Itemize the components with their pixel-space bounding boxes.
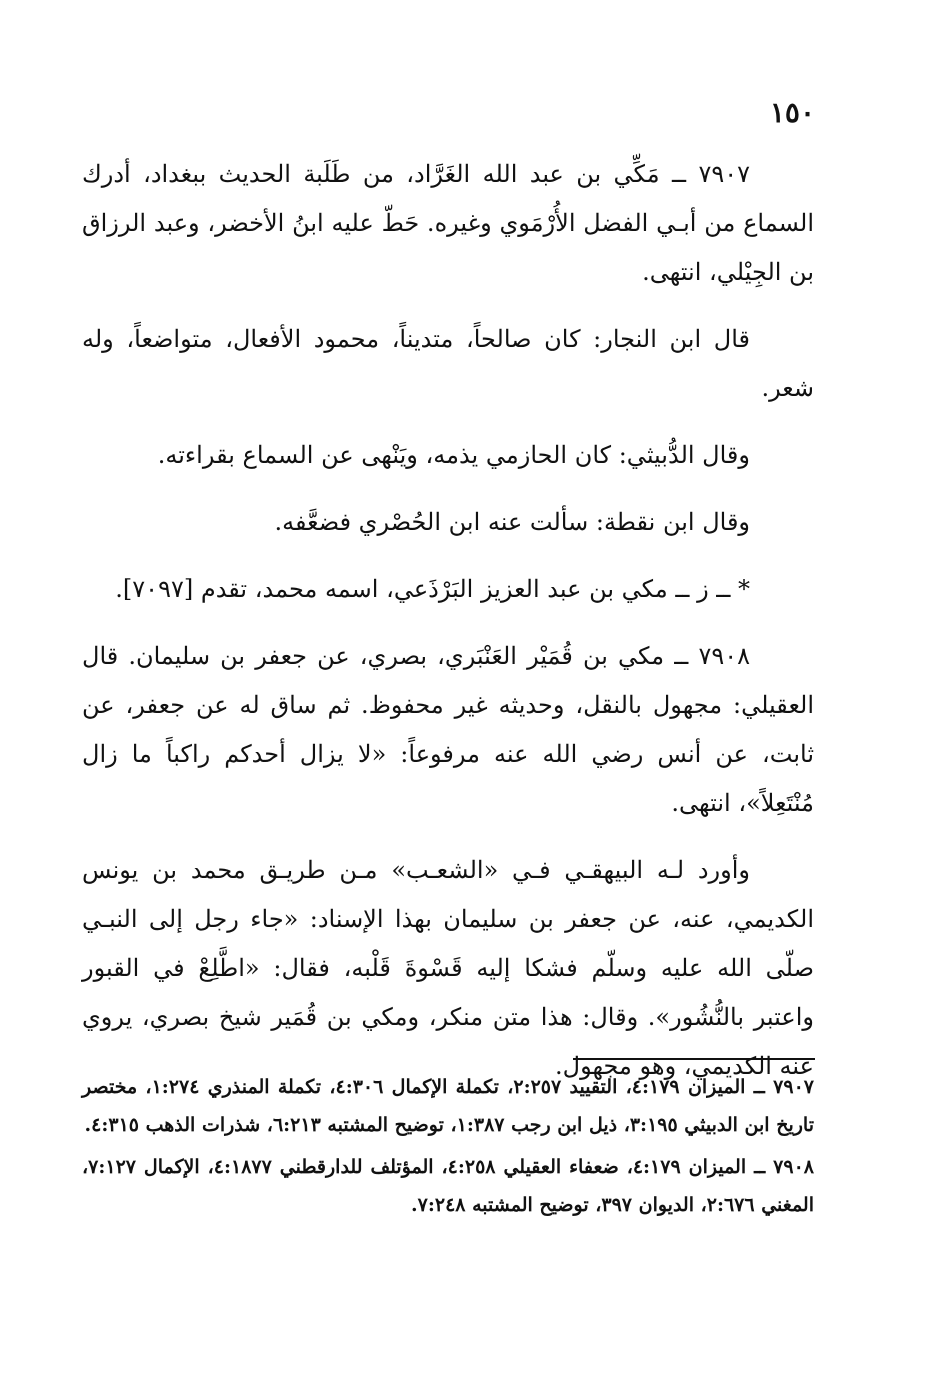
footnote-7907: ٧٩٠٧ ــ الميزان ٤:١٧٩، التقييد ٢:٢٥٧، تكملة الإكمال ٤:٣٠٦، تكملة المنذري ١:٢٧٤، مختصر تاريخ ابن الدبيثي ٣:١٩٥، ذيل ابن رجب ١:٣٨٧، توضيح المشتبه ٦:٢١٣، شذرات الذهب ٤:٣١٥. [82, 1076, 814, 1136]
ibn-nuqta-quote: وقال ابن نقطة: سألت عنه ابن الحُصْري فضعَّفه. [274, 508, 750, 536]
page-number: ١٥٠ [769, 96, 815, 129]
entry-7908: ٧٩٠٨ ــ مكي بن قُمَيْر العَنْبَري، بصري، عن جعفر بن سليمان. قال العقيلي: مجهول بالنقل، وحديثه غير محفوظ. ثم ساق له عن جعفر، عن ثابت، عن أنس رضي الله عنه مرفوعاً: «لا يزال أحدكم راكباً ما زال مُنْتَعِلاً»، انتهى. [82, 642, 814, 817]
main-text [82, 150, 814, 1109]
footnote-7908: ٧٩٠٨ ــ الميزان ٤:١٧٩، ضعفاء العقيلي ٤:٢٥٨، المؤتلف للدارقطني ٤:١٨٧٧، الإكمال ٧:١٢٧، المغني ٢:٦٧٦، الديوان ٣٩٧، توضيح المشتبه ٧:٢٤٨. [82, 1156, 814, 1216]
entry-7907: ٧٩٠٧ ــ مَكِّي بن عبد الله الغَرَّاد، من طَلَبة الحديث ببغداد، أدرك السماع من أبـي الفضل الأُرْمَوي وغيره. حَطّ عليه ابنُ الأخضر، وعبد الرزاق بن الجِيْلي، انتهى. [82, 160, 814, 286]
cross-reference-entry: * ــ ز ــ مكي بن عبد العزيز البَرْذَعي، اسمه محمد، تقدم [٧٠٩٧]. [115, 575, 750, 603]
dubaythi-quote: وقال الدُّبيثي: كان الحازمي يذمه، ويَنْهى عن السماع بقراءته. [157, 441, 750, 469]
bayhaqi-paragraph: وأورد لـه البيهقـي فـي «الشعـب» مـن طريـق محمد بن يونس الكديمي، عنه، عن جعفر بن سليمان بهذا الإسناد: «جاء رجل إلى النبـي صلّى الله عليه وسلّم فشكا إليه قَسْوةَ قَلْبه، فقال: «اطَّلِعْ في القبور واعتبر بالنُّشُور». وقال: هذا متن منكر، ومكي بن قُمَير شيخ بصري، يروي عنه الكديمي، وهو مجهول. [82, 856, 814, 1080]
footnotes [82, 1068, 814, 1228]
ibn-najjar-quote: قال ابن النجار: كان صالحاً، متديناً، محمود الأفعال، متواضعاً، وله شعر. [82, 325, 814, 402]
footnote-divider [573, 1058, 815, 1060]
